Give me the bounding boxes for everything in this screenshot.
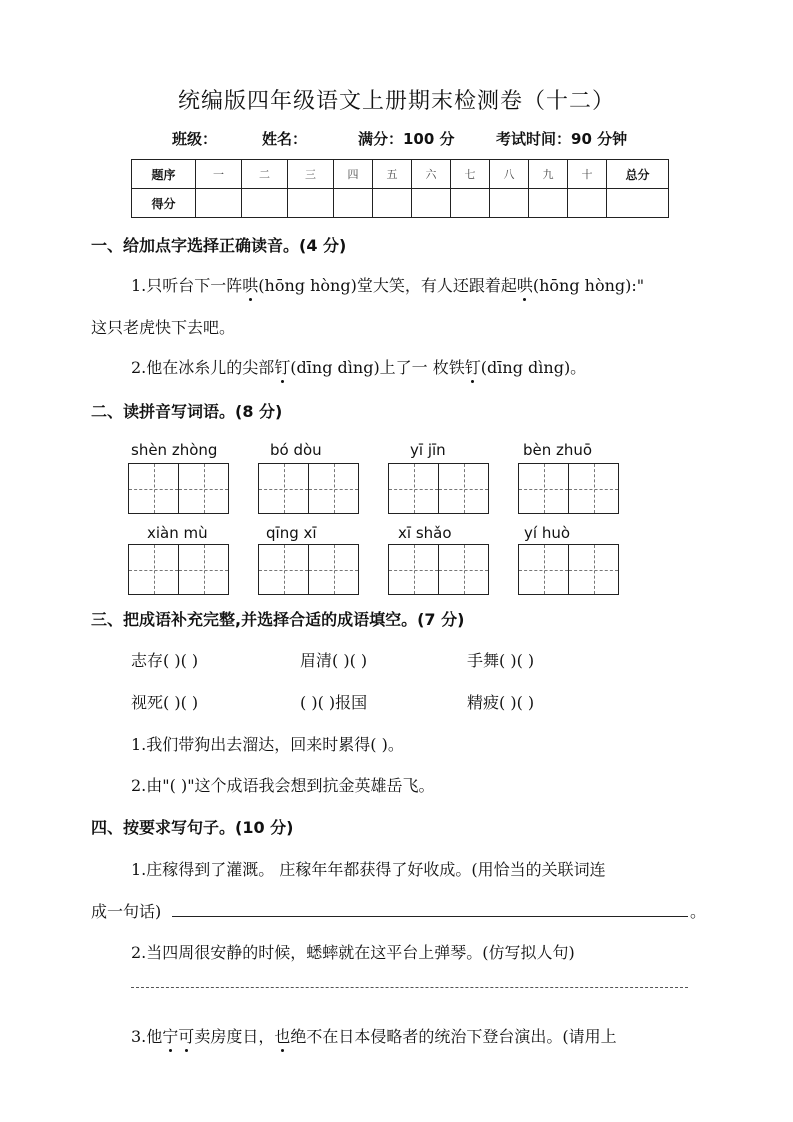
column-1: 一	[196, 160, 242, 189]
score-table-score-row	[132, 189, 669, 218]
writing-grid[interactable]	[128, 544, 229, 595]
score-cell[interactable]	[196, 189, 242, 218]
dotted-char: 钉	[274, 355, 290, 378]
q2-text-b: (dīng dìng)上了一 枚铁	[290, 358, 465, 377]
writing-grid[interactable]	[258, 544, 359, 595]
score-cell[interactable]	[242, 189, 288, 218]
pinyin-label: shèn zhòng	[131, 441, 218, 459]
idiom-blank[interactable]: 眉清( )( )	[300, 651, 368, 670]
section-3-heading: 三、把成语补充完整,并选择合适的成语填空。(7 分)	[91, 610, 465, 629]
exam-time-label: 考试时间：90 分钟	[496, 130, 628, 148]
dotted-char: 钉	[465, 355, 481, 378]
dotted-char: 哄	[242, 273, 258, 296]
pinyin-label: xī shǎo	[398, 524, 452, 542]
idiom-blank[interactable]: 手舞( )( )	[467, 651, 535, 670]
score-cell[interactable]	[490, 189, 529, 218]
order-label: 题序	[132, 160, 196, 189]
total-label: 总分	[607, 160, 669, 189]
s4-question-3	[131, 1024, 617, 1047]
section-1-heading: 一、给加点字选择正确读音。(4 分)	[91, 236, 347, 255]
score-cell[interactable]	[288, 189, 334, 218]
s3-question-1[interactable]: 1.我们带狗出去溜达，回来时累得( )。	[131, 735, 404, 754]
column-9: 九	[529, 160, 568, 189]
pinyin-label: qīng xī	[266, 524, 317, 542]
score-cell[interactable]	[568, 189, 607, 218]
q3-text-a: 3.他	[131, 1027, 163, 1046]
column-4: 四	[334, 160, 373, 189]
idiom-blank[interactable]: 视死( )( )	[131, 693, 199, 712]
q1-text-a: 1.只听台下一阵	[131, 276, 243, 295]
q2-text-c: (dīng dìng)。	[480, 358, 587, 377]
column-8: 八	[490, 160, 529, 189]
idiom-blank[interactable]: 精疲( )( )	[467, 693, 535, 712]
s1-question-2	[131, 355, 586, 378]
column-7: 七	[451, 160, 490, 189]
s4-question-1-cont: 成一句话)	[91, 902, 162, 921]
name-label: 姓名：	[262, 130, 308, 148]
page-title: 统编版四年级语文上册期末检测卷（十二）	[177, 89, 615, 114]
s4-question-1: 1.庄稼得到了灌溉。 庄稼年年都获得了好收成。(用恰当的关联词连	[131, 860, 606, 879]
score-table	[131, 159, 669, 218]
q3-text-c: 绝不在日本侵略者的统治下登台演出。(请用上	[290, 1027, 617, 1046]
total-score-cell[interactable]	[607, 189, 669, 218]
dotted-char: 哄	[517, 273, 533, 296]
answer-line[interactable]	[131, 987, 688, 988]
idiom-blank[interactable]: ( )( )报国	[300, 693, 368, 712]
score-table-header-row	[132, 160, 669, 189]
writing-grid[interactable]	[258, 463, 359, 514]
writing-grid[interactable]	[518, 463, 619, 514]
pinyin-label: bó dòu	[270, 441, 322, 459]
dotted-char: 宁	[162, 1024, 178, 1047]
pinyin-label: bèn zhuō	[523, 441, 593, 459]
s1-question-1	[131, 273, 644, 296]
s1-question-1-cont: 这只老虎快下去吧。	[91, 318, 236, 337]
writing-grid[interactable]	[518, 544, 619, 595]
q2-text-a: 2.他在冰糸儿的尖部	[131, 358, 275, 377]
q3-text-b: 卖房度日，	[194, 1027, 275, 1046]
section-2-heading: 二、读拼音写词语。(8 分)	[91, 402, 283, 421]
pinyin-label: xiàn mù	[147, 524, 208, 542]
column-6: 六	[412, 160, 451, 189]
s4-question-2: 2.当四周很安静的时候，蟋蟀就在这平台上弹琴。(仿写拟人句)	[131, 943, 575, 962]
score-label: 得分	[132, 189, 196, 218]
column-2: 二	[242, 160, 288, 189]
score-cell[interactable]	[412, 189, 451, 218]
pinyin-label: yí huò	[524, 524, 571, 542]
writing-grid[interactable]	[128, 463, 229, 514]
q1-text-c: (hōng hòng):"	[532, 276, 645, 295]
dotted-char: 也	[274, 1024, 290, 1047]
score-cell[interactable]	[529, 189, 568, 218]
idiom-blank[interactable]: 志存( )( )	[131, 651, 199, 670]
section-4-heading: 四、按要求写句子。(10 分)	[91, 818, 294, 837]
s3-question-2[interactable]: 2.由"( )"这个成语我会想到抗金英雄岳飞。	[131, 776, 435, 795]
score-cell[interactable]	[451, 189, 490, 218]
dotted-char: 可	[178, 1024, 194, 1047]
pinyin-label: yī jīn	[410, 441, 446, 459]
answer-line[interactable]	[172, 916, 688, 917]
column-5: 五	[373, 160, 412, 189]
class-label: 班级：	[172, 130, 218, 148]
column-3: 三	[288, 160, 334, 189]
writing-grid[interactable]	[388, 544, 489, 595]
period-mark: 。	[690, 902, 707, 921]
writing-grid[interactable]	[388, 463, 489, 514]
column-10: 十	[568, 160, 607, 189]
full-score-label: 满分：100 分	[358, 130, 455, 148]
score-cell[interactable]	[334, 189, 373, 218]
score-cell[interactable]	[373, 189, 412, 218]
q1-text-b: (hōng hòng)堂大笑，有人还跟着起	[258, 276, 517, 295]
